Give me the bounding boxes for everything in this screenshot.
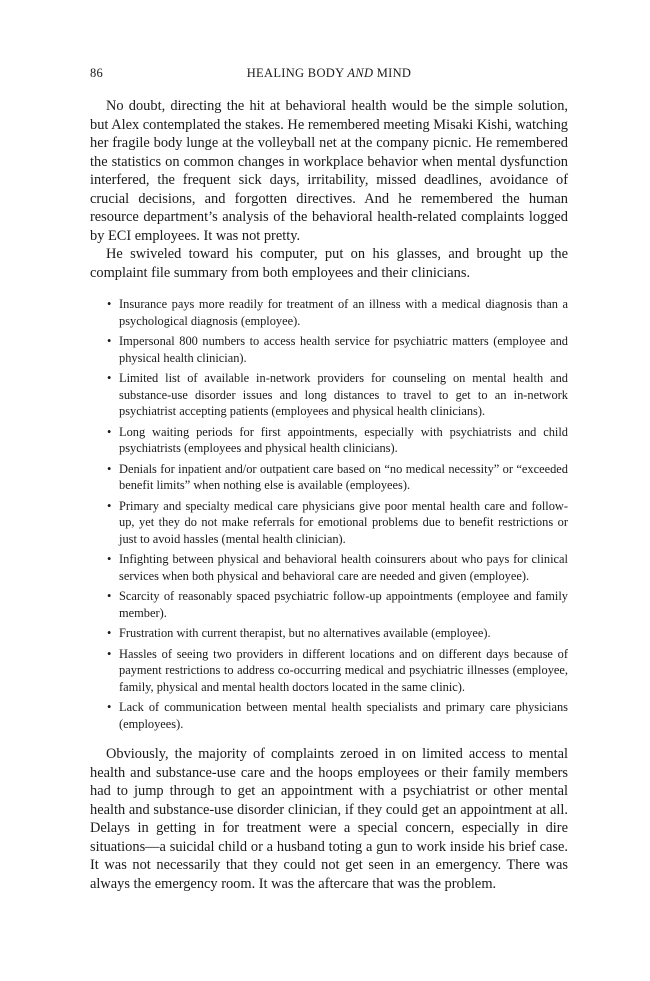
running-title-part1: HEALING BODY [246, 66, 348, 80]
bullet-icon: • [107, 589, 112, 603]
list-item-text: Infighting between physical and behavioral health coinsurers about who pays for clinical services when both physical and behavioral care are needed and given (employee). [119, 552, 568, 583]
list-item [107, 296, 568, 329]
bullet-icon: • [107, 297, 112, 311]
bullet-icon: • [107, 700, 112, 714]
list-item [107, 370, 568, 420]
list-item [107, 424, 568, 457]
bullet-icon: • [107, 646, 112, 661]
bullet-icon: • [107, 498, 112, 513]
list-item [107, 699, 568, 732]
list-item-text: Denials for inpatient and/or outpatient care based on “no medical necessity” or “exceeded benefit limits” when nothing else is available (employees). [119, 461, 568, 492]
body-text [90, 97, 568, 893]
list-item-text: Hassles of seeing two providers in different locations and on different days because of payment restrictions to address co-occurring medical and psychiatric illnesses (employee, family, physical and mental health doctors located in the same clinic). [119, 646, 568, 694]
bullet-icon: • [107, 552, 112, 566]
list-item-text: Scarcity of reasonably spaced psychiatric follow-up appointments (employee and family member). [119, 589, 568, 620]
running-title-italic: AND [347, 66, 374, 80]
list-item-text: Limited list of available in-network providers for counseling on mental health and substance-use disorder issues and long distances to travel to get to an in-network psychiatrist accepting patients (employees and physical health clinicians). [119, 371, 568, 418]
list-item-text: Long waiting periods for first appointments, especially with psychiatrists and child psychiatrists (employees and physical health clinicians). [119, 424, 568, 455]
running-title-part2: MIND [373, 66, 412, 80]
page-number: 86 [90, 66, 104, 80]
list-item [107, 588, 568, 621]
bullet-icon: • [107, 626, 112, 640]
bullet-icon: • [107, 371, 112, 385]
list-item-text: Impersonal 800 numbers to access health service for psychiatric matters (employee and physical health clinician). [119, 334, 568, 365]
list-item-text: Lack of communication between mental health specialists and primary care physicians (employees). [119, 700, 568, 731]
running-title [90, 66, 568, 81]
bullet-icon: • [107, 334, 112, 348]
list-item [107, 461, 568, 494]
list-item-text: Primary and specialty medical care physicians give poor mental health care and follow-up, yet they do not make referrals for emotional problems due to benefit restrictions or just to avoid hassles (mental health clinician). [119, 498, 568, 546]
list-item [107, 333, 568, 366]
paragraph: He swiveled toward his computer, put on his glasses, and brought up the complaint file summary from both employees and their clinicians. [90, 246, 568, 281]
paragraph: Obviously, the majority of complaints zeroed in on limited access to mental health and substance-use care and the hoops employees or their family members had to jump through to get an appointment with a psychiatrist or other mental health and substance-use disorder clinician, if they could get an appointment at all. Delays in getting in for treatment were a special concern, especially in dire situations—a suicidal child or a husband toting a gun to work inside his brief case. It was not necessarily that they could not get seen in an emergency. There was always the emergency room. It was the aftercare that was the problem. [90, 746, 568, 892]
list-item [107, 646, 568, 696]
paragraph: No doubt, directing the hit at behavioral health would be the simple solution, but Alex contemplated the stakes. He remembered meeting Misaki Kishi, watching her fragile body lunge at the volleyball net at the company picnic. He remembered the statistics on common changes in workplace behavior when mental dysfunction interfered, the frequent sick days, irritability, missed deadlines, avoidance of crucial decisions, and forgotten directives. And he remembered the human resource department’s analysis of the behavioral health-related complaints logged by ECI employees. It was not pretty. [90, 98, 568, 244]
complaint-list [90, 296, 568, 732]
list-item-text: Insurance pays more readily for treatment of an illness with a medical diagnosis than a psychological diagnosis (employee). [119, 297, 568, 328]
list-item [107, 625, 568, 642]
list-item [107, 551, 568, 584]
bullet-icon: • [107, 424, 112, 439]
list-item-text: Frustration with current therapist, but no alternatives available (employee). [119, 626, 491, 640]
bullet-icon: • [107, 461, 112, 476]
list-item [107, 498, 568, 548]
